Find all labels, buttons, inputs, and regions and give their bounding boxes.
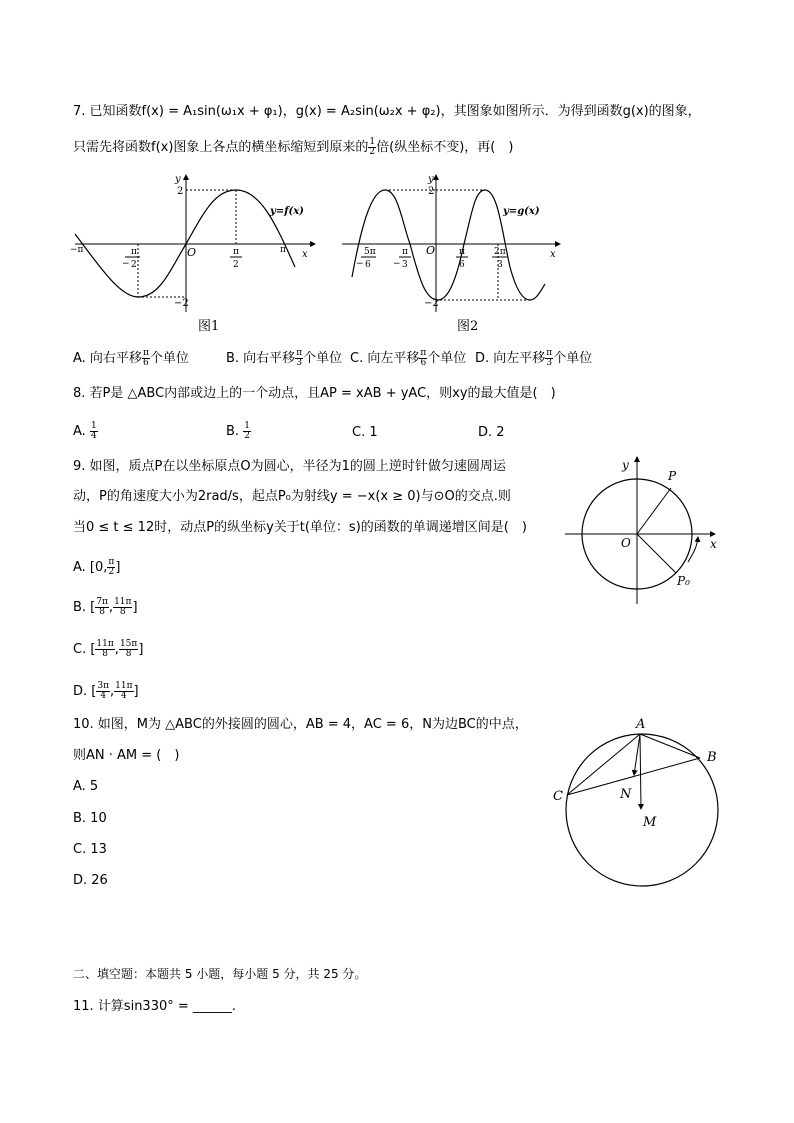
q10-point-b: B bbox=[707, 750, 717, 765]
svg-text:3: 3 bbox=[497, 260, 503, 270]
q9-point-p: P bbox=[668, 469, 677, 483]
q7-option-d[interactable]: D. 向左平移 $\frac{\pi}{3}$ 个单位 bbox=[475, 348, 593, 368]
svg-text:6: 6 bbox=[459, 260, 465, 270]
q10-option-c[interactable]: C. 13 bbox=[73, 842, 107, 857]
svg-text:5π: 5π bbox=[364, 247, 376, 257]
q8-option-a[interactable]: A. $\frac{1}{4}$ bbox=[73, 421, 97, 441]
fig2-x-label: x bbox=[550, 249, 556, 260]
fig2-y-label: y bbox=[428, 174, 434, 185]
svg-text:π: π bbox=[459, 247, 465, 257]
q9-stem-line3: 当0 ≤ t ≤ 12时，动点P的纵坐标y关于t(单位：s)的函数的单调递增区间是( ) bbox=[73, 520, 527, 535]
q9-stem-line1: 9. 如图，质点P在以坐标原点O为圆心，半径为1的圆上逆时针做匀速圆周运 bbox=[73, 459, 506, 474]
q10-option-d[interactable]: D. 26 bbox=[73, 873, 108, 888]
fig1-ymin: −2 bbox=[174, 298, 189, 309]
fig1-y-label: y bbox=[175, 174, 181, 185]
fig1-ymax: 2 bbox=[177, 186, 184, 197]
q9-option-c[interactable]: C. [ $\frac{11\pi}{8}$ , $\frac{15\pi}{8}$ ] bbox=[73, 639, 144, 659]
svg-text:π: π bbox=[131, 247, 137, 257]
q9-figure bbox=[560, 452, 735, 612]
q10-circumcircle bbox=[566, 734, 718, 886]
q9-origin: O bbox=[621, 536, 631, 550]
q7-option-b[interactable]: B. 向右平移 $\frac{\pi}{3}$ 个单位 bbox=[226, 348, 343, 368]
q8-option-b[interactable]: B. $\frac{1}{2}$ bbox=[226, 421, 250, 441]
svg-text:π: π bbox=[233, 247, 239, 257]
fig2-curve-label: y=g(x) bbox=[503, 206, 540, 217]
q10-figure bbox=[548, 712, 733, 892]
fig1-origin: O bbox=[187, 246, 197, 259]
fig2-ymin: −2 bbox=[424, 298, 439, 309]
q9-point-p0: P₀ bbox=[677, 574, 690, 588]
q7-fraction: $\frac{1}{2}$ bbox=[369, 137, 376, 157]
q10-option-a[interactable]: A. 5 bbox=[73, 779, 99, 794]
fig1-tick-neg-pi: −π bbox=[70, 245, 84, 255]
svg-text:−: − bbox=[393, 259, 401, 269]
svg-text:3: 3 bbox=[402, 260, 408, 270]
q10-point-c: C bbox=[553, 789, 563, 804]
q7-option-c[interactable]: C. 向左平移 $\frac{\pi}{6}$ 个单位 bbox=[350, 348, 467, 368]
fig2-ymax: 2 bbox=[428, 186, 435, 197]
svg-text:6: 6 bbox=[365, 260, 371, 270]
q7-figure-2 bbox=[340, 172, 565, 337]
q9-option-a[interactable]: A. [0, $\frac{\pi}{2}$ ] bbox=[73, 557, 121, 577]
svg-text:2: 2 bbox=[233, 260, 239, 270]
fig1-tick-pi: π bbox=[280, 245, 286, 255]
q9-option-d[interactable]: D. [ $\frac{3\pi}{4}$ , $\frac{11\pi}{4}$ ] bbox=[73, 681, 139, 701]
q10-option-b[interactable]: B. 10 bbox=[73, 811, 107, 826]
q9-option-b[interactable]: B. [ $\frac{7\pi}{8}$ , $\frac{11\pi}{8}$ ] bbox=[73, 597, 138, 617]
svg-text:2π: 2π bbox=[494, 247, 506, 257]
q9-stem-line2: 动，P的角速度大小为2rad/s，起点P₀为射线y = −x(x ≥ 0)与⊙O的交点.则 bbox=[73, 489, 511, 504]
section-2-heading: 二、填空题：本题共 5 小题，每小题 5 分，共 25 分。 bbox=[73, 967, 367, 981]
q9-y-label: y bbox=[622, 458, 629, 472]
q9-x-label: x bbox=[710, 537, 717, 551]
q7-stem-line2 bbox=[73, 138, 513, 157]
q10-point-m: M bbox=[643, 815, 657, 830]
fig1-curve-label: y=f(x) bbox=[270, 206, 304, 217]
q10-point-a: A bbox=[636, 717, 646, 732]
q10-stem-line2: 则AN · AM = ( ) bbox=[73, 748, 180, 763]
svg-text:−: − bbox=[356, 259, 364, 269]
q7-option-a[interactable]: A. 向右平移 $\frac{\pi}{6}$ 个单位 bbox=[73, 348, 189, 368]
svg-text:−: − bbox=[122, 259, 130, 269]
svg-text:2: 2 bbox=[131, 260, 137, 270]
q8-stem: 8. 若P是 △ABC内部或边上的一个动点，且AP = xAB + yAC，则xy的最大值是( ) bbox=[73, 386, 556, 401]
q8-option-d[interactable]: D. 2 bbox=[478, 425, 505, 440]
q10-point-n: N bbox=[620, 787, 632, 802]
q8-option-c[interactable]: C. 1 bbox=[352, 425, 378, 440]
svg-text:π: π bbox=[402, 247, 408, 257]
q7-stem-line2b: 倍(纵坐标不变)，再( ) bbox=[376, 140, 514, 155]
q7-figure-1 bbox=[70, 172, 320, 337]
q11-stem: 11. 计算sin330° = ______. bbox=[73, 999, 237, 1014]
fig2-origin: O bbox=[426, 244, 436, 257]
fig1-x-label: x bbox=[302, 249, 308, 260]
q10-stem-line1: 10. 如图，M为 △ABC的外接圆的圆心，AB = 4，AC = 6，N为边BC的中点， bbox=[73, 717, 528, 732]
fig1-caption: 图1 bbox=[198, 319, 220, 334]
q7-stem-line1: 7. 已知函数f(x) = A₁sin(ω₁x + φ₁)，g(x) = A₂sin(ω₂x + φ₂)，其图象如图所示．为得到函数g(x)的图象， bbox=[73, 104, 701, 119]
fig2-caption: 图2 bbox=[457, 319, 479, 334]
q7-stem-line2a: 只需先将函数f(x)图象上各点的横坐标缩短到原来的 bbox=[73, 140, 369, 155]
